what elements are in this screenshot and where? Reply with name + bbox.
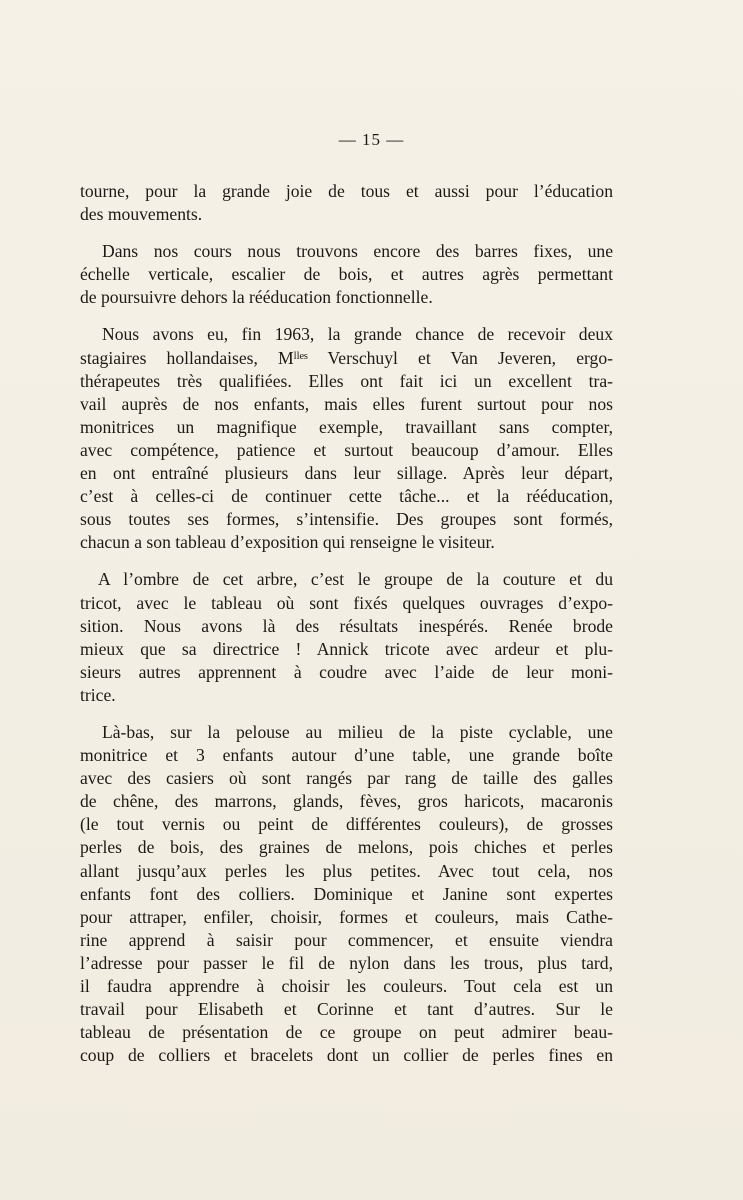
text-line: il faudra apprendre à choisir les couleurs. Tout cela est un [80, 976, 613, 996]
text-line: sieurs autres apprennent à coudre avec l’aide de leur moni- [80, 661, 613, 682]
body-text [80, 180, 613, 1081]
text-line: trice. [80, 684, 116, 705]
text-line: travail pour Elisabeth et Corinne et tant d’autres. Sur le [80, 999, 613, 1020]
text-line: Là-bas, sur la pelouse au milieu de la piste cyclable, une [102, 721, 613, 742]
text-line: stagiaires hollandaises, Mˡˡᵉˢ Verschuyl et Van Jeveren, ergo- [80, 347, 613, 368]
text-line: sous toutes ses formes, s’intensifie. Des groupes sont formés, [80, 509, 613, 530]
text-line: A l’ombre de cet arbre, c’est le groupe de la couture et du [98, 569, 613, 590]
text-line: tableau de présentation de ce groupe on peut admirer beau- [80, 1022, 613, 1043]
text-line: coup de colliers et bracelets dont un collier de perles fines en [80, 1045, 613, 1066]
text-line: Dans nos cours nous trouvons encore des barres fixes, une [102, 241, 613, 262]
text-line: mieux que sa directrice ! Annick tricote avec ardeur et plu- [80, 638, 613, 659]
text-line: échelle verticale, escalier de bois, et autres agrès permettant [80, 264, 613, 285]
text-line: rine apprend à saisir pour commencer, et ensuite viendra [80, 929, 613, 950]
text-line: pour attraper, enfiler, choisir, formes et couleurs, mais Cathe- [80, 906, 613, 927]
text-line: (le tout vernis ou peint de différentes couleurs), de grosses [80, 814, 613, 835]
text-line: de chêne, des marrons, glands, fèves, gros haricots, macaronis [80, 791, 613, 812]
text-line: c’est à celles-ci de continuer cette tâche... et la rééducation, [80, 486, 613, 507]
paragraph-1 [80, 180, 613, 226]
text-line: monitrice et 3 enfants autour d’une table, une grande boîte [80, 745, 613, 766]
text-line: Nous avons eu, fin 1963, la grande chance de recevoir deux [102, 324, 613, 345]
text-line: vail auprès de nos enfants, mais elles furent surtout pour nos [80, 393, 613, 414]
text-line: enfants font des colliers. Dominique et Janine sont expertes [80, 883, 613, 904]
text-line: de poursuivre dehors la rééducation fonctionnelle. [80, 287, 433, 308]
text-line: allant jusqu’aux perles les plus petites. Avec tout cela, nos [80, 860, 613, 881]
text-line: l’adresse pour passer le fil de nylon dans les trous, plus tard, [80, 952, 613, 973]
text-line: des mouvements. [80, 204, 203, 225]
text-line: avec des casiers où sont rangés par rang de taille des galles [80, 768, 613, 789]
page-number: — 15 — [338, 130, 405, 149]
text-line: perles de bois, des graines de melons, pois chiches et perles [80, 837, 613, 858]
paragraph-5 [80, 721, 613, 1067]
paragraph-3 [80, 323, 613, 554]
paragraph-4 [80, 568, 613, 707]
text-line: monitrices un magnifique exemple, travaillant sans compter, [80, 416, 613, 437]
text-line: thérapeutes très qualifiées. Elles ont fait ici un excellent tra- [80, 370, 613, 391]
text-line: chacun a son tableau d’exposition qui renseigne le visiteur. [80, 532, 495, 553]
paragraph-2 [80, 240, 613, 309]
text-line: sition. Nous avons là des résultats inespérés. Renée brode [80, 615, 613, 636]
text-line: en ont entraîné plusieurs dans leur sillage. Après leur départ, [80, 463, 613, 484]
text-line: avec compétence, patience et surtout beaucoup d’amour. Elles [80, 439, 613, 460]
text-line: tricot, avec le tableau où sont fixés quelques ouvrages d’expo- [80, 592, 613, 613]
text-line: tourne, pour la grande joie de tous et aussi pour l’éducation [80, 181, 613, 201]
